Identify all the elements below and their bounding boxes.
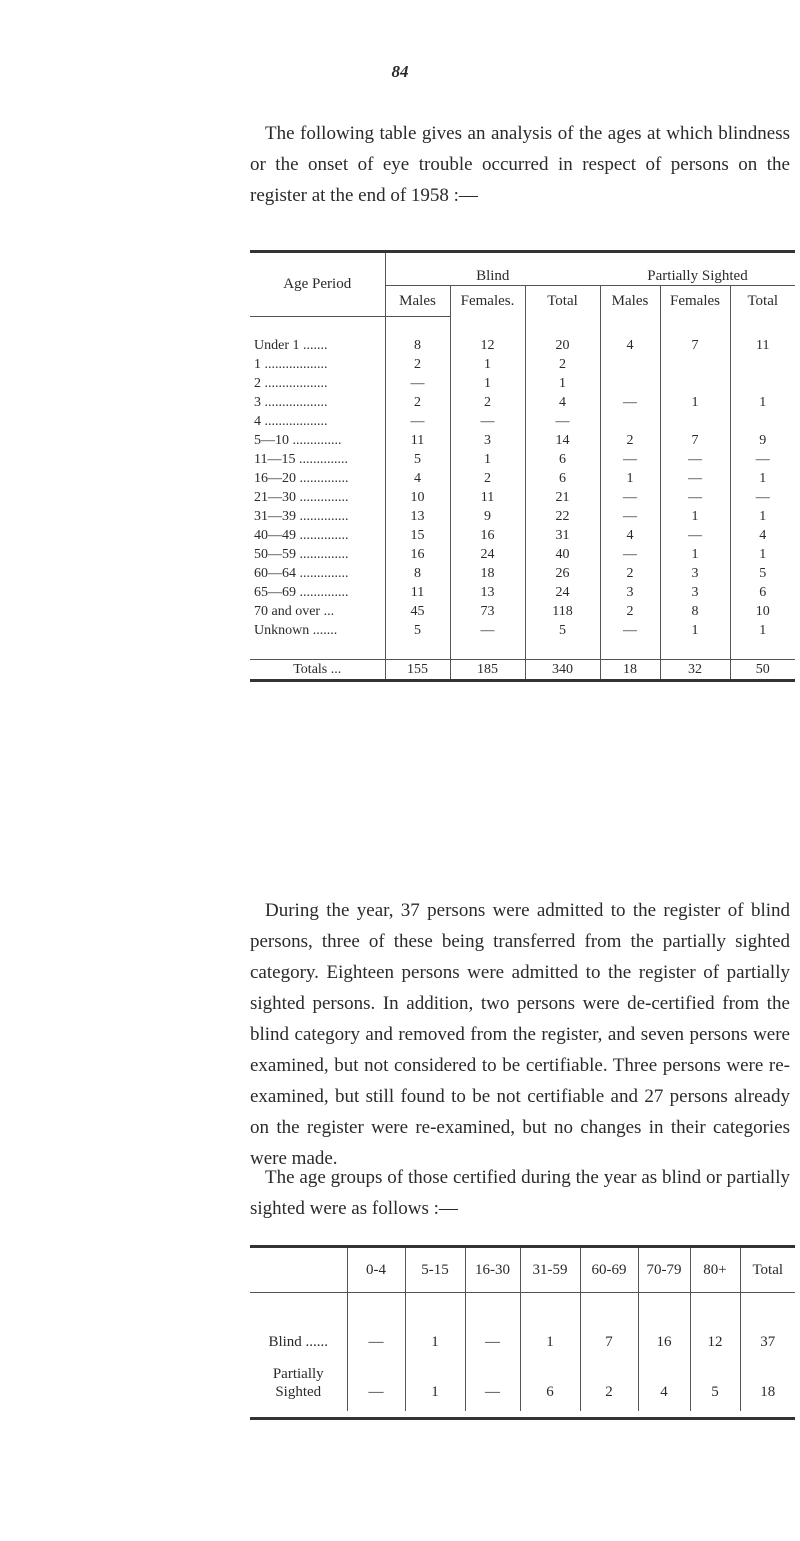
header-blind-males: Males <box>385 286 450 317</box>
value-cell-bm: 8 <box>385 564 450 583</box>
certified-age-groups-table <box>250 1245 795 1420</box>
table-row <box>250 602 795 621</box>
value-cell-pt: 1 <box>730 621 795 640</box>
value-cell-pm: 1 <box>600 469 660 488</box>
value-cell-bt: 5 <box>525 621 600 640</box>
value-cell-pf: — <box>660 469 730 488</box>
value-cell-bf: 24 <box>450 545 525 564</box>
value-cell-bt: 40 <box>525 545 600 564</box>
table-row <box>250 469 795 488</box>
group-value-cell: — <box>347 1293 405 1355</box>
value-cell-bt: 1 <box>525 374 600 393</box>
group-header-corner <box>250 1248 347 1293</box>
table-row <box>250 583 795 602</box>
value-cell-pt <box>730 412 795 431</box>
group-header-cell: 0-4 <box>347 1248 405 1293</box>
value-cell-pt: 5 <box>730 564 795 583</box>
age-period-cell: 3 .................. <box>254 395 328 410</box>
value-cell-bf: 3 <box>450 431 525 450</box>
value-cell-pm: 2 <box>600 602 660 621</box>
value-cell-pt: 1 <box>730 507 795 526</box>
value-cell-pm: 4 <box>600 336 660 355</box>
age-period-cell: 40—49 .............. <box>254 528 349 543</box>
value-cell-bm: 5 <box>385 450 450 469</box>
value-cell-bm: — <box>385 412 450 431</box>
value-cell-pf: 7 <box>660 336 730 355</box>
value-cell-pf: 8 <box>660 602 730 621</box>
value-cell-bm: 4 <box>385 469 450 488</box>
table-row <box>250 507 795 526</box>
value-cell-bm: 45 <box>385 602 450 621</box>
value-cell-bf: 1 <box>450 374 525 393</box>
value-cell-bt: 118 <box>525 602 600 621</box>
value-cell-bf: — <box>450 412 525 431</box>
header-partially-sighted: Partially Sighted <box>647 268 748 284</box>
value-cell-pm: 2 <box>600 564 660 583</box>
table-row <box>250 621 795 640</box>
group-row-label: Blind ...... <box>268 1333 329 1350</box>
register-summary-paragraph: During the year, 37 persons were admitted to the register of blind persons, three of these being transferred from the partially sighted category. Eighteen persons were admitted to the register of partially sighted persons. In addition, two persons were de-certified from the blind category and removed from the register, and seven persons were examined, but not considered to be certifiable. Three persons were re-examined, but still found to be not certifiable and 27 persons already on the register were re-examined, but no changes in their categories were made. <box>250 900 790 1169</box>
table-row <box>250 412 795 431</box>
table-row <box>250 431 795 450</box>
value-cell-pm: — <box>600 621 660 640</box>
age-period-cell: 11—15 .............. <box>254 452 348 467</box>
group-value-cell: 5 <box>690 1355 740 1411</box>
value-cell-bm: 2 <box>385 355 450 374</box>
header-blind-total: Total <box>525 286 600 317</box>
value-cell-pt: 4 <box>730 526 795 545</box>
value-cell-bm: — <box>385 374 450 393</box>
group-header-cell: Total <box>740 1248 795 1293</box>
totals-label: Totals ... <box>250 660 385 680</box>
header-ps-males: Males <box>600 286 660 317</box>
value-cell-pt: 11 <box>730 336 795 355</box>
value-cell-pm: — <box>600 488 660 507</box>
group-value-cell: 12 <box>690 1293 740 1355</box>
header-ps-females: Females <box>660 286 730 317</box>
group-value-cell: 4 <box>638 1355 690 1411</box>
value-cell-bf: 2 <box>450 469 525 488</box>
value-cell-pt: 1 <box>730 545 795 564</box>
value-cell-bt: — <box>525 412 600 431</box>
table-row <box>250 336 795 355</box>
value-cell-bm: 8 <box>385 336 450 355</box>
value-cell-pm <box>600 355 660 374</box>
value-cell-bf: 1 <box>450 355 525 374</box>
value-cell-bf: 18 <box>450 564 525 583</box>
table-row <box>250 374 795 393</box>
header-blind-females: Females. <box>450 286 525 317</box>
table-row <box>250 564 795 583</box>
value-cell-bt: 31 <box>525 526 600 545</box>
group-value-cell: 6 <box>520 1355 580 1411</box>
age-period-cell: 2 .................. <box>254 376 328 391</box>
age-period-cell: 65—69 .............. <box>254 585 349 600</box>
value-cell-pm: — <box>600 545 660 564</box>
group-header-cell: 16-30 <box>465 1248 520 1293</box>
group-value-cell: — <box>347 1355 405 1411</box>
total-ps-males: 18 <box>600 660 660 680</box>
value-cell-bf: 16 <box>450 526 525 545</box>
value-cell-pm: — <box>600 507 660 526</box>
value-cell-pm: — <box>600 450 660 469</box>
value-cell-pm: 2 <box>600 431 660 450</box>
value-cell-pf: 3 <box>660 564 730 583</box>
age-period-cell: 1 .................. <box>254 357 328 372</box>
group-value-cell: 16 <box>638 1293 690 1355</box>
page-number: 84 <box>391 62 409 81</box>
total-blind-total: 340 <box>525 660 600 680</box>
total-ps-females: 32 <box>660 660 730 680</box>
value-cell-bm: 15 <box>385 526 450 545</box>
value-cell-bm: 13 <box>385 507 450 526</box>
total-ps-total: 50 <box>730 660 795 680</box>
value-cell-pf: 1 <box>660 393 730 412</box>
value-cell-pf: 7 <box>660 431 730 450</box>
age-period-cell: Under 1 ....... <box>254 338 328 353</box>
age-period-cell: 50—59 .............. <box>254 547 349 562</box>
group-header-cell: 70-79 <box>638 1248 690 1293</box>
group-value-cell: 1 <box>520 1293 580 1355</box>
header-age-period: Age Period <box>283 276 352 292</box>
value-cell-bf: 9 <box>450 507 525 526</box>
value-cell-pm <box>600 412 660 431</box>
age-period-cell: 31—39 .............. <box>254 509 349 524</box>
value-cell-pt: 10 <box>730 602 795 621</box>
value-cell-pt <box>730 355 795 374</box>
totals-row <box>250 660 795 680</box>
age-period-cell: 60—64 .............. <box>254 566 349 581</box>
group-value-cell: 37 <box>740 1293 795 1355</box>
value-cell-pt: — <box>730 488 795 507</box>
value-cell-bf: 2 <box>450 393 525 412</box>
value-cell-pt: 9 <box>730 431 795 450</box>
age-groups-intro: The age groups of those certified during the year as blind or partially sighted were as follows :— <box>250 1167 790 1219</box>
group-row-label: Partially Sighted <box>272 1365 324 1400</box>
age-analysis-table <box>250 250 795 682</box>
value-cell-pt <box>730 374 795 393</box>
value-cell-pm: 3 <box>600 583 660 602</box>
value-cell-pt: 1 <box>730 393 795 412</box>
table-row <box>250 1293 795 1355</box>
age-period-cell: 4 .................. <box>254 414 328 429</box>
value-cell-bm: 11 <box>385 431 450 450</box>
value-cell-pt: 1 <box>730 469 795 488</box>
group-value-cell: — <box>465 1355 520 1411</box>
group-header-cell: 60-69 <box>580 1248 638 1293</box>
value-cell-bf: 13 <box>450 583 525 602</box>
value-cell-bt: 4 <box>525 393 600 412</box>
value-cell-bt: 26 <box>525 564 600 583</box>
value-cell-pf: — <box>660 526 730 545</box>
total-blind-males: 155 <box>385 660 450 680</box>
value-cell-bt: 14 <box>525 431 600 450</box>
value-cell-pf: 1 <box>660 621 730 640</box>
group-value-cell: 7 <box>580 1293 638 1355</box>
value-cell-pf: — <box>660 450 730 469</box>
value-cell-pf: 3 <box>660 583 730 602</box>
group-header-cell: 5-15 <box>405 1248 465 1293</box>
value-cell-bt: 6 <box>525 450 600 469</box>
group-value-cell: 18 <box>740 1355 795 1411</box>
value-cell-pt: — <box>730 450 795 469</box>
table-row <box>250 450 795 469</box>
value-cell-bt: 2 <box>525 355 600 374</box>
group-value-cell: — <box>465 1293 520 1355</box>
value-cell-bm: 5 <box>385 621 450 640</box>
intro-paragraph: The following table gives an analysis of the ages at which blindness or the onset of eye trouble occurred in respect of persons on the register at the end of 1958 :— <box>250 123 790 206</box>
group-value-cell: 1 <box>405 1293 465 1355</box>
value-cell-bf: 11 <box>450 488 525 507</box>
table-row <box>250 1355 795 1411</box>
table-row <box>250 355 795 374</box>
value-cell-bt: 20 <box>525 336 600 355</box>
group-header-cell: 80+ <box>690 1248 740 1293</box>
value-cell-pf <box>660 355 730 374</box>
value-cell-pm: 4 <box>600 526 660 545</box>
value-cell-pm: — <box>600 393 660 412</box>
header-blind: Blind <box>385 253 600 286</box>
header-ps-total: Total <box>730 286 795 317</box>
value-cell-bt: 24 <box>525 583 600 602</box>
age-period-cell: Unknown ....... <box>254 623 338 638</box>
value-cell-pf: — <box>660 488 730 507</box>
value-cell-bf: — <box>450 621 525 640</box>
age-period-cell: 5—10 .............. <box>254 433 342 448</box>
table-row <box>250 545 795 564</box>
value-cell-bf: 73 <box>450 602 525 621</box>
age-period-cell: 21—30 .............. <box>254 490 349 505</box>
group-value-cell: 2 <box>580 1355 638 1411</box>
value-cell-pf: 1 <box>660 507 730 526</box>
value-cell-bm: 2 <box>385 393 450 412</box>
value-cell-bf: 12 <box>450 336 525 355</box>
group-value-cell: 1 <box>405 1355 465 1411</box>
value-cell-bt: 21 <box>525 488 600 507</box>
total-blind-females: 185 <box>450 660 525 680</box>
age-period-cell: 16—20 .............. <box>254 471 349 486</box>
value-cell-bm: 16 <box>385 545 450 564</box>
table-row <box>250 393 795 412</box>
value-cell-pt: 6 <box>730 583 795 602</box>
value-cell-pf <box>660 412 730 431</box>
group-header-cell: 31-59 <box>520 1248 580 1293</box>
table-row <box>250 526 795 545</box>
value-cell-pm <box>600 374 660 393</box>
value-cell-bm: 11 <box>385 583 450 602</box>
value-cell-bm: 10 <box>385 488 450 507</box>
age-period-cell: 70 and over ... <box>254 604 335 619</box>
value-cell-pf <box>660 374 730 393</box>
table-row <box>250 488 795 507</box>
value-cell-bt: 6 <box>525 469 600 488</box>
value-cell-pf: 1 <box>660 545 730 564</box>
value-cell-bf: 1 <box>450 450 525 469</box>
value-cell-bt: 22 <box>525 507 600 526</box>
